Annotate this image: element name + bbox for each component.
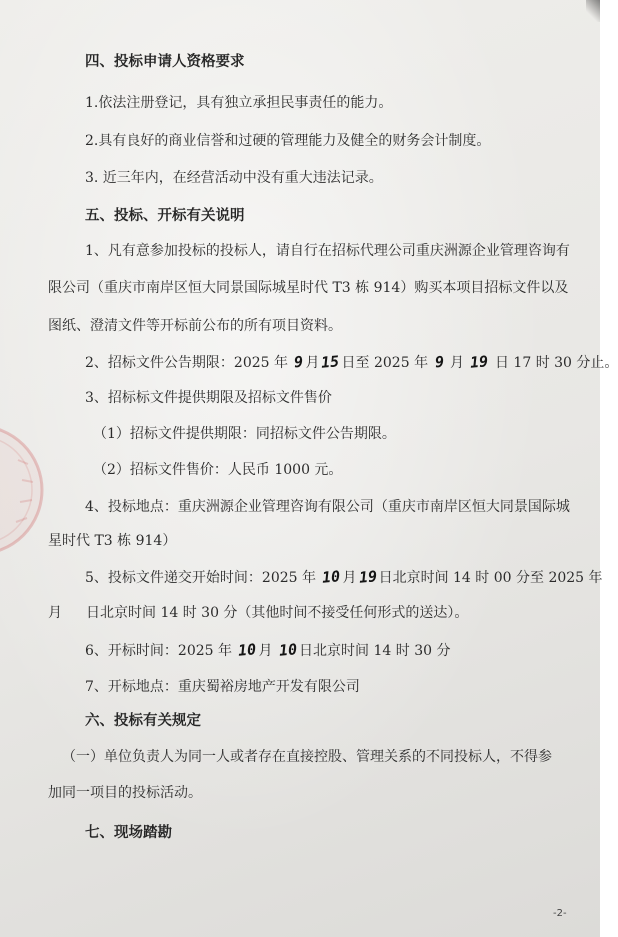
- handwritten-submit-month: 10: [321, 567, 342, 587]
- handwritten-opening-day: 10: [278, 640, 298, 660]
- item6-month-unit: 月: [258, 643, 273, 659]
- item5-line2-suffix: 日北京时间 14 时 30 分（其他时间不接受任何形式的送达）。: [86, 605, 469, 621]
- item5-line-2: [48, 603, 468, 623]
- item2-suffix: 日 17 时 30 分止。: [494, 355, 618, 371]
- section5-heading: 五、投标、开标有关说明: [85, 208, 245, 224]
- item2-prefix: 2、招标文件公告期限：2025 年: [85, 355, 288, 371]
- section4-heading: 四、投标申请人资格要求: [85, 54, 245, 70]
- section6-heading: 六、投标有关规定: [85, 713, 201, 729]
- item2-month-unit: 月: [305, 355, 320, 371]
- item6-opening-time: [85, 640, 450, 661]
- item5-middle: 日北京时间 14 时 00 分至 2025 年: [378, 570, 603, 586]
- page-number: -2-: [553, 908, 567, 919]
- item2-end-month-unit: 月: [450, 355, 465, 371]
- item3-title: 3、招标标文件提供期限及招标文件售价: [85, 390, 332, 406]
- handwritten-start-month: 9: [293, 352, 305, 372]
- item4-line-1: 4、投标地点：重庆洲源企业管理咨询有限公司（重庆市南岸区恒大同景国际城: [85, 499, 570, 515]
- requirement-1: 1.依法注册登记，具有独立承担民事责任的能力。: [85, 95, 393, 111]
- requirement-2: 2.具有良好的商业信誉和过硬的管理能力及健全的财务会计制度。: [85, 133, 491, 149]
- item5-prefix: 5、投标文件递交开始时间：2025 年: [85, 570, 316, 586]
- photo-corner-shadow: [586, 0, 600, 22]
- item1-line-1: 1、凡有意参加投标的投标人，请自行在招标代理公司重庆洲源企业管理咨询有: [85, 243, 570, 259]
- item5-line2-month: 月: [48, 605, 62, 621]
- requirement-3: 3. 近三年内，在经营活动中没有重大违法记录。: [85, 170, 383, 186]
- rule1-line-1: （一）单位负责人为同一人或者存在直接控股、管理关系的不同投标人，不得参: [62, 749, 552, 765]
- item5-month-unit: 月: [342, 570, 357, 586]
- red-seal-fragment: [0, 420, 50, 560]
- section7-heading: 七、现场踏勘: [85, 825, 172, 841]
- seal-outer-ring: [0, 426, 42, 554]
- handwritten-end-day: 19: [469, 352, 490, 372]
- item3-sub2: （2）招标文件售价：人民币 1000 元。: [93, 462, 343, 478]
- item1-line-3: 图纸、澄清文件等开标前公布的所有项目资料。: [48, 318, 342, 334]
- item1-line-2: 限公司（重庆市南岸区恒大同景国际城星时代 T3 栋 914）购买本项目招标文件以及: [48, 280, 569, 296]
- handwritten-submit-day: 19: [357, 567, 378, 587]
- item7-opening-location: 7、开标地点：重庆蜀裕房地产开发有限公司: [85, 679, 360, 695]
- item4-line-2: 星时代 T3 栋 914）: [48, 533, 177, 549]
- item5-line-1: [85, 567, 603, 588]
- handwritten-start-day: 15: [320, 352, 341, 372]
- handwritten-end-month: 9: [433, 352, 445, 372]
- item2-announcement-period: [85, 352, 618, 373]
- item6-prefix: 6、开标时间：2025 年: [85, 643, 232, 659]
- rule1-line-2: 加同一项目的投标活动。: [48, 785, 202, 801]
- item3-sub1: （1）招标文件提供期限：同招标文件公告期限。: [93, 426, 396, 442]
- item6-suffix: 日北京时间 14 时 30 分: [299, 643, 451, 659]
- item2-middle: 日至 2025 年: [341, 355, 429, 371]
- handwritten-opening-month: 10: [237, 640, 258, 660]
